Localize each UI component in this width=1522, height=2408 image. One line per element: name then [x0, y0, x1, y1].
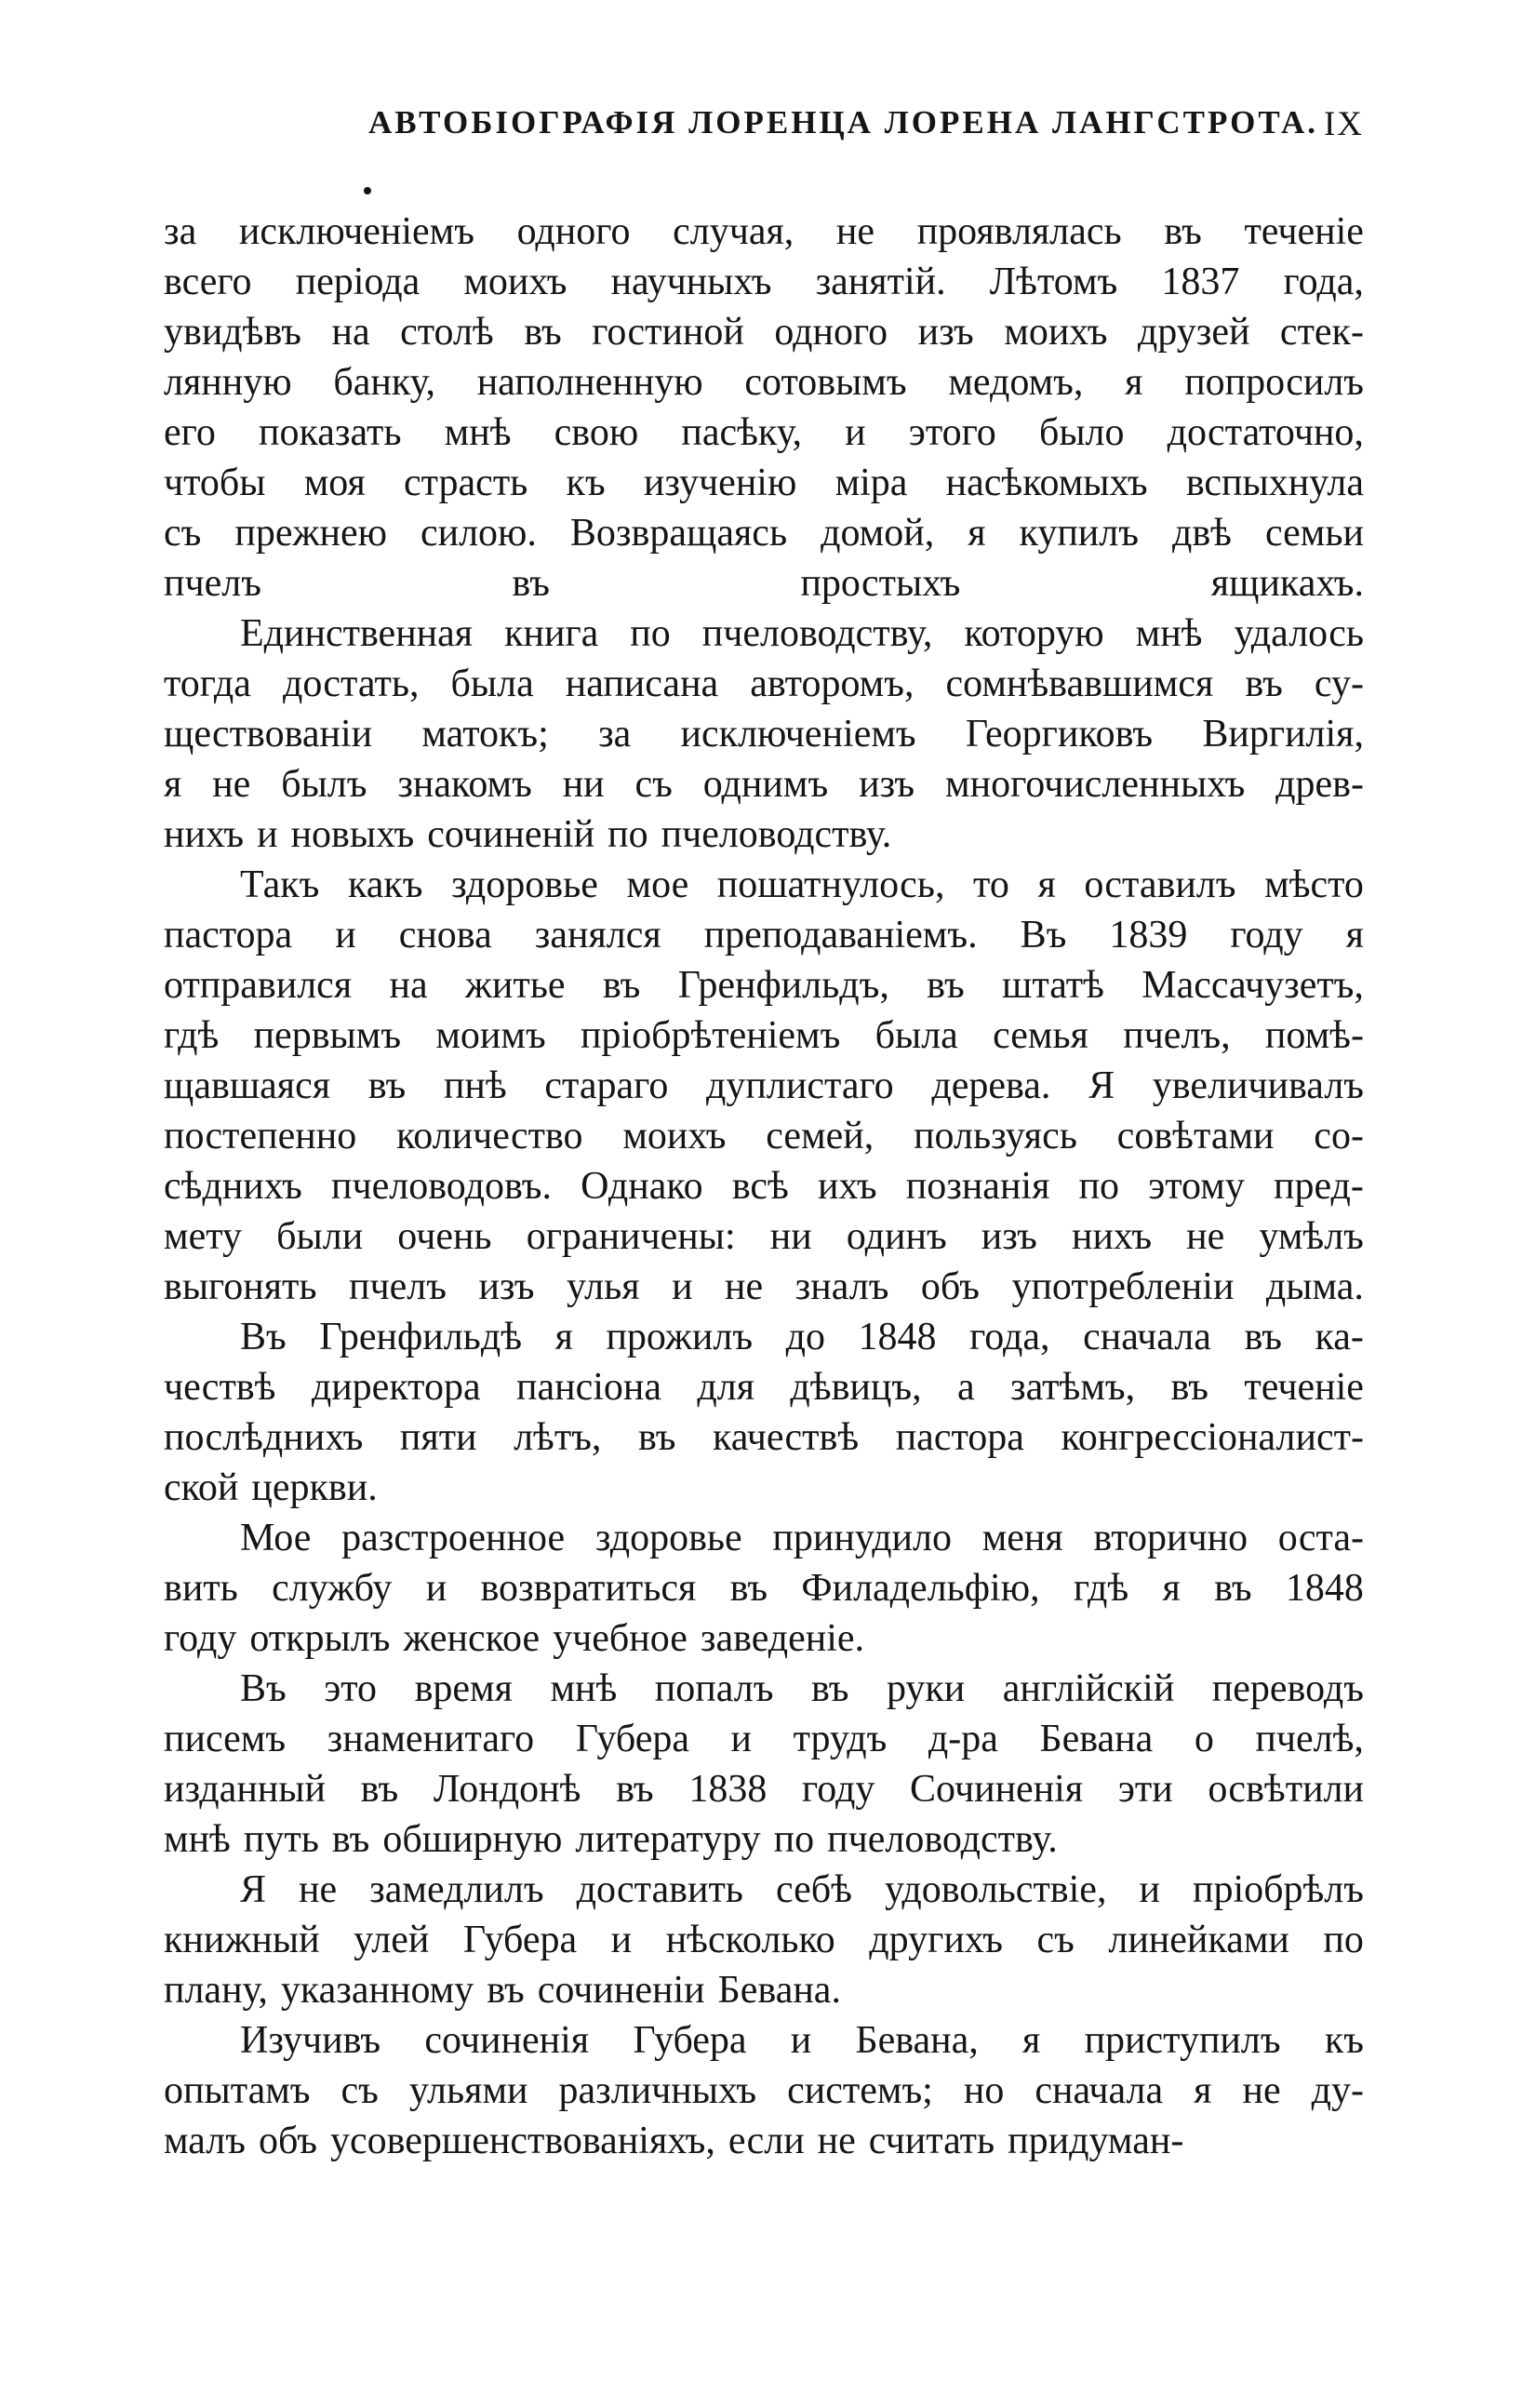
- paragraph: [164, 609, 1364, 860]
- text-line: вить службу и возвратиться въ Филадельфію, гдѣ я въ 1848: [164, 1567, 1364, 1610]
- text-line: съ прежнею силою. Возвращаясь домой, я купилъ двѣ семьи: [164, 512, 1364, 555]
- paragraph: [164, 1664, 1364, 1865]
- text-line: ской церкви.: [164, 1466, 378, 1509]
- text-line: я не былъ знакомъ ни съ однимъ изъ многочисленныхъ древ-: [164, 763, 1364, 806]
- text-line: нихъ и новыхъ сочиненій по пчеловодству.: [164, 813, 892, 856]
- page-number: IX: [1323, 105, 1364, 143]
- text-line: всего періода моихъ научныхъ занятій. Лѣтомъ 1837 года,: [164, 261, 1364, 303]
- text-line: сѣднихъ пчеловодовъ. Однако всѣ ихъ познанія по этому пред-: [164, 1165, 1364, 1208]
- ink-speck: [364, 187, 371, 194]
- text-line: послѣднихъ пяти лѣтъ, въ качествѣ пастора конгрессіоналист-: [164, 1416, 1364, 1459]
- text-line: плану, указанному въ сочиненіи Бевана.: [164, 1969, 841, 2012]
- text-line: чествѣ директора пансіона для дѣвицъ, а затѣмъ, въ теченіе: [164, 1366, 1364, 1409]
- body-text: [164, 207, 1364, 2166]
- text-line: малъ объ усовершенствованіяхъ, если не считать придуман-: [164, 2120, 1184, 2162]
- running-head: [164, 104, 1364, 151]
- text-line: за исключеніемъ одного случая, не проявлялась въ теченіе: [164, 210, 1364, 253]
- paragraph: [164, 1865, 1364, 2015]
- text-line: Единственная книга по пчеловодству, которую мнѣ удалось: [240, 612, 1364, 655]
- paragraph: [164, 2015, 1364, 2166]
- text-line: году открылъ женское учебное заведеніе.: [164, 1617, 865, 1660]
- text-line: выгонять пчелъ изъ улья и не зналъ объ употребленіи дыма.: [164, 1265, 1364, 1308]
- paragraph: [164, 1513, 1364, 1664]
- text-line: Въ это время мнѣ попалъ въ руки англійскій переводъ: [240, 1667, 1364, 1710]
- text-line: чтобы моя страсть къ изученію міра насѣкомыхъ вспыхнула: [164, 462, 1364, 504]
- text-line: изданный въ Лондонѣ въ 1838 году Сочиненія эти освѣтили: [164, 1768, 1364, 1811]
- text-line: мнѣ путь въ обширную литературу по пчеловодству.: [164, 1818, 1058, 1861]
- text-line: Такъ какъ здоровье мое пошатнулось, то я оставилъ мѣсто: [240, 863, 1364, 906]
- text-line: гдѣ первымъ моимъ пріобрѣтеніемъ была семья пчелъ, помѣ-: [164, 1014, 1364, 1057]
- text-line: его показать мнѣ свою пасѣку, и этого было достаточно,: [164, 411, 1364, 454]
- text-line: Мое разстроенное здоровье принудило меня вторично оста-: [240, 1517, 1364, 1559]
- paragraph: [164, 860, 1364, 1312]
- text-line: ществованіи матокъ; за исключеніемъ Георгиковъ Виргилія,: [164, 713, 1364, 756]
- text-line: тогда достать, была написана авторомъ, сомнѣвавшимся въ су-: [164, 662, 1364, 705]
- text-line: пастора и снова занялся преподаваніемъ. Въ 1839 году я: [164, 914, 1364, 957]
- text-line: постепенно количество моихъ семей, пользуясь совѣтами со-: [164, 1115, 1364, 1157]
- text-line: увидѣвъ на столѣ въ гостиной одного изъ моихъ друзей стек-: [164, 311, 1364, 354]
- text-line: мету были очень ограничены: ни одинъ изъ нихъ не умѣлъ: [164, 1215, 1364, 1258]
- text-line: Въ Гренфильдѣ я прожилъ до 1848 года, сначала въ ка-: [240, 1316, 1364, 1358]
- text-line: лянную банку, наполненную сотовымъ медомъ, я попросилъ: [164, 361, 1364, 404]
- paragraph: [164, 1312, 1364, 1513]
- paragraph: [164, 207, 1364, 609]
- text-line: щавшаяся въ пнѣ стараго дуплистаго дерева. Я увеличивалъ: [164, 1064, 1364, 1107]
- text-line: Изучивъ сочиненія Губера и Бевана, я приступилъ къ: [240, 2019, 1364, 2062]
- text-line: Я не замедлилъ доставить себѣ удовольствіе, и пріобрѣлъ: [240, 1868, 1364, 1911]
- text-line: опытамъ съ ульями различныхъ системъ; но сначала я не ду-: [164, 2069, 1364, 2112]
- running-title: АВТОБІОГРАФІЯ ЛОРЕНЦА ЛОРЕНА ЛАНГСТРОТА.: [368, 104, 1319, 140]
- text-line: книжный улей Губера и нѣсколько другихъ съ линейками по: [164, 1919, 1364, 1961]
- text-line: пчелъ въ простыхъ ящикахъ.: [164, 562, 1364, 605]
- text-line: отправился на житье въ Гренфильдъ, въ штатѣ Массачузетъ,: [164, 964, 1364, 1007]
- text-line: писемъ знаменитаго Губера и трудъ д-ра Бевана о пчелѣ,: [164, 1718, 1364, 1760]
